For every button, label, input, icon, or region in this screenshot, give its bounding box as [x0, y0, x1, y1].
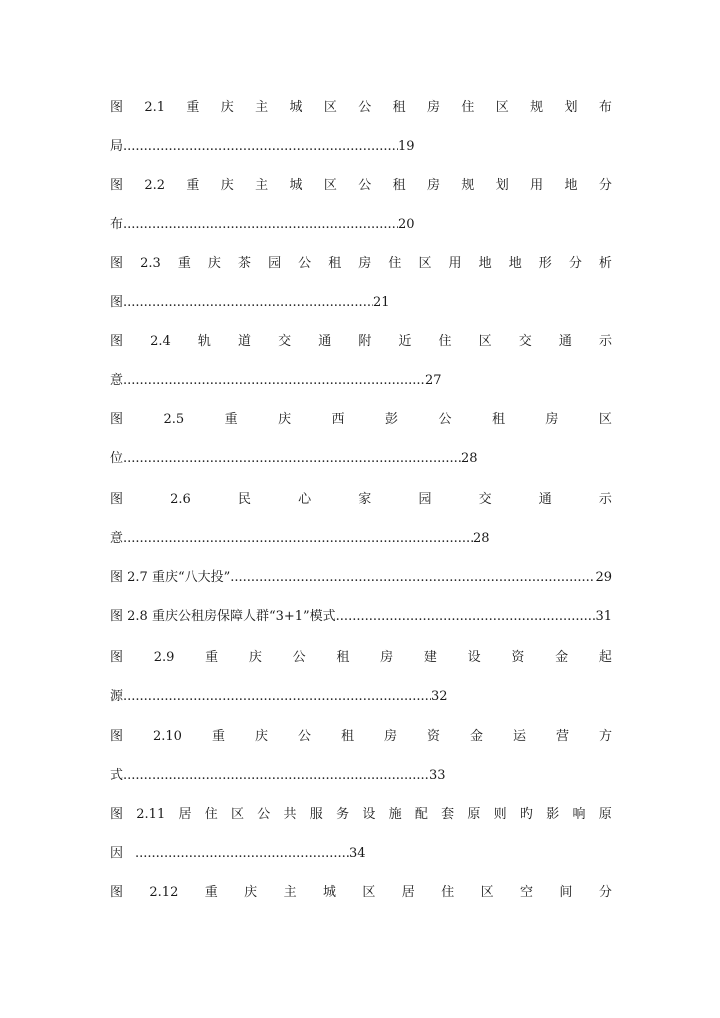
toc-entry-2-9-line1: [110, 648, 612, 668]
title-char: 庆: [248, 650, 262, 665]
title-char: 房: [358, 256, 372, 271]
title-char: 用: [448, 256, 462, 271]
title-char: 原: [467, 807, 481, 822]
leader-dots: [123, 449, 461, 469]
title-char: 分: [598, 178, 612, 193]
page-number: 34: [349, 846, 366, 861]
title-char: 西: [331, 412, 345, 427]
toc-entry-2-9-line2: [110, 687, 612, 707]
toc-entry-2-4-line1: [110, 332, 612, 352]
title-tail: 意: [110, 531, 124, 546]
fig-number: 2.9: [153, 650, 175, 665]
title-char: 房: [427, 178, 441, 193]
fig-prefix: 图: [110, 412, 124, 427]
title-char: 房: [545, 412, 559, 427]
title-char: 布: [598, 100, 612, 115]
fig-number: 2.5: [163, 412, 185, 427]
title-char: 主: [283, 885, 297, 900]
title-char: 服: [309, 807, 323, 822]
title-char: 重: [211, 729, 225, 744]
title-char: 租: [340, 729, 354, 744]
title-char: 茶: [237, 256, 251, 271]
title-char: 通: [558, 334, 572, 349]
toc-entry-2-6-line2: [110, 529, 612, 549]
fig-number: 2.1: [144, 100, 166, 115]
title-char: 形: [538, 256, 552, 271]
title-char: 空: [520, 885, 534, 900]
title-char: 区: [478, 334, 492, 349]
title-char: 起: [598, 650, 612, 665]
title-char: 分: [568, 256, 582, 271]
title-char: 租: [392, 178, 406, 193]
toc-entry-2-5-line1: [110, 410, 612, 430]
fig-prefix: 图: [110, 178, 124, 193]
title-char: 租: [336, 650, 350, 665]
title-char: 则: [493, 807, 507, 822]
fig-prefix: 图: [110, 256, 124, 271]
title-char: 资: [426, 729, 440, 744]
title-char: 套: [441, 807, 455, 822]
fig-number: 2.6: [170, 492, 191, 507]
title-char: 规: [530, 100, 544, 115]
title-char: 住: [438, 334, 452, 349]
title-char: 配: [414, 807, 428, 822]
title-char: 规: [461, 178, 475, 193]
title-char: 重: [205, 650, 219, 665]
title-char: 家: [358, 492, 372, 507]
title-char: 住: [441, 885, 455, 900]
title-char: 城: [322, 885, 336, 900]
title-char: 园: [268, 256, 282, 271]
title-char: 主: [255, 178, 269, 193]
leader-dots: [135, 844, 349, 864]
toc-entry-2-7: [110, 568, 612, 588]
title-char: 影: [546, 807, 560, 822]
title-char: 交: [518, 334, 532, 349]
title-char: 示: [598, 334, 612, 349]
toc-entry-2-10-line1: [110, 727, 612, 747]
page-number: 32: [431, 689, 448, 704]
title-char: 庆: [278, 412, 292, 427]
title-char: 设: [467, 650, 481, 665]
leader-dots: [123, 529, 473, 549]
title-char: 公: [297, 729, 311, 744]
toc-entry-2-11-line1: [110, 805, 612, 825]
title-tail: 位: [110, 451, 124, 466]
title-char: 近: [398, 334, 412, 349]
toc-entry-2-2-line2: [110, 215, 612, 235]
fig-prefix: 图: [110, 100, 124, 115]
title-char: 公: [358, 178, 372, 193]
title-char: 房: [383, 729, 397, 744]
toc-entry-2-1-line1: [110, 98, 612, 118]
leader-dots: [336, 607, 596, 627]
title-char: 地: [508, 256, 522, 271]
title-char: 庆: [220, 178, 234, 193]
fig-prefix: 图: [110, 885, 124, 900]
title-char: 金: [469, 729, 483, 744]
title-char: 租: [491, 412, 505, 427]
title-char: 方: [598, 729, 612, 744]
title-char: 划: [564, 100, 578, 115]
title-char: 共: [283, 807, 297, 822]
title-char: 彭: [385, 412, 399, 427]
page-number: 28: [461, 451, 478, 466]
title-char: 心: [298, 492, 312, 507]
title-char: 设: [362, 807, 376, 822]
title-char: 响: [572, 807, 586, 822]
title-char: 交: [278, 334, 292, 349]
title-char: 地: [478, 256, 492, 271]
fig-prefix: 图: [110, 729, 124, 744]
title-char: 施: [388, 807, 402, 822]
leader-dots: [123, 371, 425, 391]
title-char: 房: [380, 650, 394, 665]
title-char: 析: [598, 256, 612, 271]
entry-label: 图 2.8 重庆公租房保障人群“3+1”模式: [110, 609, 336, 624]
title-char: 划: [495, 178, 509, 193]
leader-dots: [123, 137, 398, 157]
page-number: 21: [373, 295, 390, 310]
fig-prefix: 图: [110, 492, 124, 507]
toc-entry-2-6-line1: [110, 490, 612, 510]
title-char: 区: [598, 412, 612, 427]
page-number: 33: [429, 768, 446, 783]
title-char: 营: [555, 729, 569, 744]
leader-dots: [123, 293, 373, 313]
title-char: 公: [298, 256, 312, 271]
title-char: 分: [598, 885, 612, 900]
title-char: 通: [318, 334, 332, 349]
page-number: 31: [595, 609, 612, 624]
title-tail: 意: [110, 373, 124, 388]
fig-prefix: 图: [110, 334, 124, 349]
page-number: 29: [595, 570, 612, 585]
fig-prefix: 图: [110, 650, 124, 665]
toc-entry-2-12-line1: [110, 883, 612, 903]
title-char: 区: [418, 256, 432, 271]
title-char: 庆: [220, 100, 234, 115]
title-char: 重: [186, 100, 200, 115]
title-char: 房: [427, 100, 441, 115]
fig-number: 2.10: [153, 729, 182, 744]
title-char: 通: [538, 492, 552, 507]
title-char: 运: [512, 729, 526, 744]
fig-number: 2.12: [149, 885, 179, 900]
toc-entry-2-2-line1: [110, 176, 612, 196]
title-tail: 因: [110, 846, 124, 861]
fig-prefix: 图: [110, 807, 124, 822]
title-char: 重: [177, 256, 191, 271]
title-char: 资: [511, 650, 525, 665]
page-number: 20: [398, 217, 415, 232]
title-char: 区: [495, 100, 509, 115]
toc-entry-2-4-line2: [110, 371, 612, 391]
title-char: 主: [255, 100, 269, 115]
title-tail: 布: [110, 217, 124, 232]
title-char: 公: [292, 650, 306, 665]
title-char: 重: [224, 412, 238, 427]
title-tail: 式: [110, 768, 124, 783]
title-char: 务: [336, 807, 350, 822]
leader-dots: [123, 766, 429, 786]
fig-number: 2.3: [140, 256, 161, 271]
title-tail: 图: [110, 295, 124, 310]
title-tail: 源: [110, 689, 124, 704]
page-number: 28: [473, 531, 490, 546]
title-char: 道: [238, 334, 252, 349]
title-char: 区: [231, 807, 245, 822]
title-char: 建: [423, 650, 437, 665]
toc-entry-2-3-line2: [110, 293, 612, 313]
title-char: 园: [418, 492, 432, 507]
title-char: 重: [204, 885, 218, 900]
title-char: 地: [564, 178, 578, 193]
title-char: 庆: [207, 256, 221, 271]
title-char: 区: [323, 178, 337, 193]
page-number: 27: [425, 373, 442, 388]
toc-entry-2-11-line2: [110, 844, 612, 864]
fig-number: 2.4: [150, 334, 171, 349]
fig-number: 2.11: [136, 807, 166, 822]
title-char: 民: [237, 492, 251, 507]
title-char: 城: [289, 178, 303, 193]
title-char: 城: [289, 100, 303, 115]
title-char: 旳: [519, 807, 533, 822]
title-char: 区: [480, 885, 494, 900]
title-char: 庆: [254, 729, 268, 744]
entry-label: 图 2.7 重庆“八大投”: [110, 570, 231, 585]
title-char: 公: [438, 412, 452, 427]
title-char: 租: [392, 100, 406, 115]
title-char: 轨: [197, 334, 211, 349]
title-char: 租: [328, 256, 342, 271]
title-char: 附: [358, 334, 372, 349]
toc-entry-2-10-line2: [110, 766, 612, 786]
title-char: 用: [530, 178, 544, 193]
title-char: 示: [598, 492, 612, 507]
toc-entry-2-8: [110, 607, 612, 627]
leader-dots: [230, 568, 595, 588]
leader-dots: [123, 687, 431, 707]
title-char: 交: [478, 492, 492, 507]
title-char: 庆: [244, 885, 258, 900]
title-char: 重: [186, 178, 200, 193]
title-char: 区: [323, 100, 337, 115]
title-char: 居: [401, 885, 415, 900]
title-char: 住: [204, 807, 218, 822]
title-char: 原: [598, 807, 612, 822]
title-char: 居: [178, 807, 192, 822]
title-char: 住: [388, 256, 402, 271]
toc-entry-2-5-line2: [110, 449, 612, 469]
fig-number: 2.2: [144, 178, 166, 193]
title-char: 金: [555, 650, 569, 665]
page-number: 19: [398, 139, 415, 154]
title-char: 公: [358, 100, 372, 115]
leader-dots: [123, 215, 398, 235]
title-char: 公: [257, 807, 271, 822]
toc-entry-2-1-line2: [110, 137, 612, 157]
title-tail: 局: [110, 139, 124, 154]
title-char: 住: [461, 100, 475, 115]
toc-entry-2-3-line1: [110, 254, 612, 274]
title-char: 间: [559, 885, 573, 900]
title-char: 区: [362, 885, 376, 900]
